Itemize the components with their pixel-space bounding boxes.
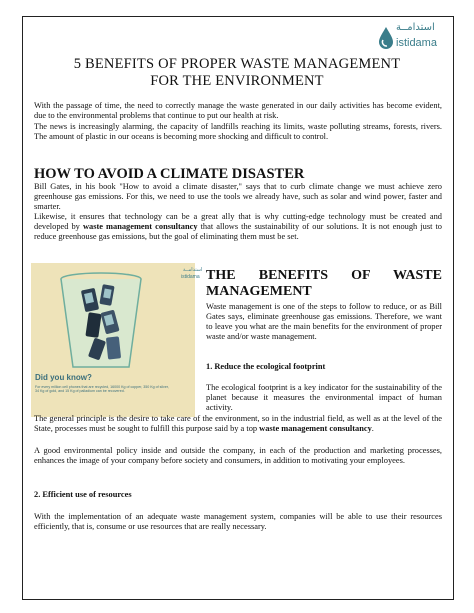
did-you-know-heading: Did you know? — [35, 373, 92, 382]
istidama-logo — [378, 22, 448, 56]
title-line-2: FOR THE ENVIRONMENT — [150, 73, 324, 89]
water-drop-icon — [378, 26, 394, 50]
subheading-ecological-footprint: 1. Reduce the ecological footprint — [206, 362, 326, 371]
poster-logo-english: istidama — [181, 274, 200, 280]
resources-paragraph: With the implementation of an adequate waste management system, companies will be able to use their resources efficiently, that is, consume or use resources that are really necessary. — [34, 512, 442, 531]
logo-arabic-text: استدامــة — [396, 22, 435, 33]
recycling-fact-text: For every million cell phones that are recycled, 16000 Kg of copper, 350 Kg of silver, 34 Kg of gold, and 15 Kg of palladium can be recovered. — [35, 385, 169, 394]
title-line-1: 5 BENEFITS OF PROPER WASTE MANAGEMENT — [73, 56, 401, 72]
subheading-efficient-resources: 2. Efficient use of resources — [34, 490, 132, 499]
benefits-heading-line-2: MANAGEMENT — [206, 284, 312, 299]
general-principle-paragraph: The general principle is the desire to take care of the environment, so in the industrial field, as well as at the level of the State, processes must be sought to fulfill this purpose said by a top waste management consultancy. — [34, 414, 442, 433]
consultancy-bold-text-2: waste management consultancy — [259, 424, 372, 433]
page-title — [40, 56, 434, 90]
benefits-paragraph-1: Waste management is one of the steps to follow to reduce, or as Bill Gates says, eliminate greenhouse gas emissions. Therefore, we want to leave you what are the main benefits for the environment of proper waste and/or waste management. — [206, 302, 442, 341]
recycling-bin-illustration — [31, 263, 195, 373]
recycling-poster-image — [31, 263, 203, 417]
intro-paragraph-2: The news is increasingly alarming, the capacity of landfills reaching its limits, waste polluting streams, forests, rivers. The amount of plastic in our oceans is becoming more shocking and difficult to control. — [34, 122, 442, 141]
intro-paragraph-1: With the passage of time, the need to correctly manage the waste generated in our daily activities has become evident, due to the environmental problems that continue to put our health at risk. — [34, 101, 442, 120]
footprint-paragraph: The ecological footprint is a key indicator for the sustainability of the planet because it measures the environmental impact of human activity. — [206, 383, 442, 412]
section-heading-climate: HOW TO AVOID A CLIMATE DISASTER — [34, 166, 305, 182]
consultancy-bold-text: waste management consultancy — [82, 222, 198, 231]
section-heading-benefits — [206, 268, 442, 300]
section1-paragraph-1: Bill Gates, in his book "How to avoid a climate disaster," says that to curb climate change we must achieve zero greenhouse gas emissions. For this, we need to use the tools we already have, such as solar and wind power, faster and smarter. — [34, 182, 442, 211]
environmental-policy-paragraph: A good environmental policy inside and outside the company, in each of the production and marketing processes, enhances the image of your company before society and consumers, in addition to motivating your employees. — [34, 446, 442, 465]
logo-english-text: istidama — [396, 37, 437, 49]
poster-logo-arabic: استدامــة — [183, 267, 203, 273]
benefits-heading-line-1: THE BENEFITS OF WASTE — [206, 268, 442, 283]
section1-paragraph-2: Likewise, it ensures that technology can be a great ally that is why cutting-edge technology must be created and developed by waste management consultancy that allows the sustainability of our solutions. It is not enough just to reduce greenhouse gas emissions, but the goal of eliminating them must be set. — [34, 212, 442, 241]
